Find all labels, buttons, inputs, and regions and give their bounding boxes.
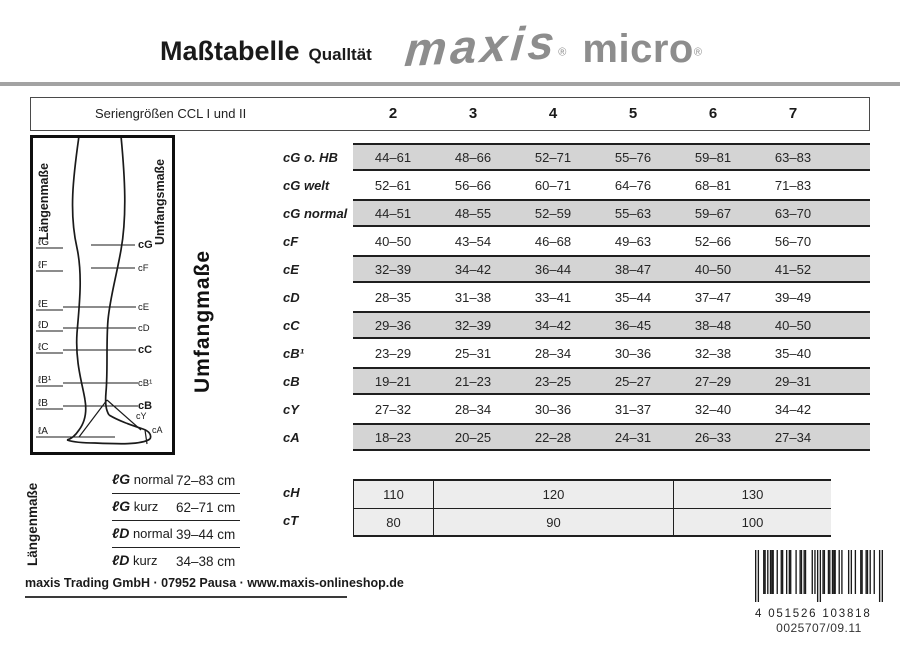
svg-text:ℓA: ℓA <box>38 426 48 437</box>
girth-mark-labels <box>136 239 163 435</box>
row-band <box>353 339 870 367</box>
size-cell: 49–63 <box>614 233 652 249</box>
table-row <box>283 143 883 171</box>
size-cell: 34–42 <box>454 261 492 277</box>
size-column-header: 4 <box>548 105 558 122</box>
svg-text:cF: cF <box>138 263 149 274</box>
diagram-title-right: Umfangsmaße <box>153 158 167 245</box>
mini-row-label: cT <box>283 513 299 528</box>
size-cell: 34–42 <box>534 317 572 333</box>
size-cell: 29–31 <box>774 373 812 389</box>
page-title <box>160 36 372 67</box>
svg-text:cE: cE <box>138 302 150 313</box>
svg-text:cB¹: cB¹ <box>138 378 153 389</box>
size-cell: 46–68 <box>534 233 572 249</box>
length-row-name <box>112 498 158 516</box>
svg-text:ℓD: ℓD <box>38 320 49 331</box>
size-cell: 52–59 <box>534 205 572 221</box>
length-variant: normal <box>130 472 174 487</box>
barcode-bar <box>814 550 815 594</box>
row-label: cY <box>283 401 299 417</box>
mini-cell: 110 <box>354 481 434 508</box>
size-cell: 27–29 <box>694 373 732 389</box>
svg-text:ℓB: ℓB <box>38 398 48 409</box>
barcode-bar <box>782 550 783 594</box>
svg-text:cD: cD <box>138 323 150 334</box>
size-cell: 24–31 <box>614 429 652 445</box>
svg-text:cA: cA <box>152 425 163 435</box>
size-cell: 71–83 <box>774 177 812 193</box>
length-mark-labels <box>38 237 52 437</box>
size-cell: 48–66 <box>454 149 492 165</box>
size-cell: 55–63 <box>614 205 652 221</box>
length-symbol: ℓD <box>112 525 130 541</box>
size-cell: 33–41 <box>534 289 572 305</box>
svg-text:ℓE: ℓE <box>38 299 48 310</box>
size-column-header: 5 <box>628 105 638 122</box>
barcode-ref: 0025707/09.11 <box>776 621 862 635</box>
row-label: cB <box>283 373 300 389</box>
size-cell: 37–47 <box>694 289 732 305</box>
length-value: 39–44 cm <box>176 526 236 542</box>
size-cell: 34–42 <box>774 401 812 417</box>
barcode-bar <box>799 550 800 594</box>
row-band <box>353 171 870 199</box>
length-row-name <box>112 471 173 489</box>
length-symbol: ℓG <box>112 471 131 487</box>
row-label: cG o. HB <box>283 149 338 165</box>
table-row <box>283 283 883 311</box>
size-cell: 52–71 <box>534 149 572 165</box>
size-cell: 31–38 <box>454 289 492 305</box>
svg-text:cB: cB <box>138 400 153 412</box>
size-cell: 63–83 <box>774 149 812 165</box>
size-cell: 28–35 <box>374 289 412 305</box>
row-band <box>353 283 870 311</box>
mini-cell: 130 <box>741 487 764 502</box>
row-label: cA <box>283 429 300 445</box>
row-band <box>353 311 870 339</box>
length-row-name <box>112 525 173 543</box>
size-cell: 27–34 <box>774 429 812 445</box>
size-cell: 23–29 <box>374 345 412 361</box>
size-cell: 20–25 <box>454 429 492 445</box>
table-row <box>283 367 883 395</box>
barcode-bar <box>771 550 772 594</box>
size-cell: 30–36 <box>534 401 572 417</box>
barcode-bar <box>773 550 774 594</box>
row-label: cC <box>283 317 300 333</box>
length-value: 72–83 cm <box>176 472 236 488</box>
size-cell: 38–48 <box>694 317 732 333</box>
size-cell: 29–36 <box>374 317 412 333</box>
row-label: cF <box>283 233 299 249</box>
barcode-bar <box>834 550 835 594</box>
row-band <box>353 395 870 423</box>
barcode-bar <box>758 550 759 602</box>
leg-diagram <box>30 135 175 455</box>
barcode-bar <box>767 550 768 594</box>
mini-cell: 90 <box>434 508 674 535</box>
row-band <box>353 199 870 227</box>
size-cell: 52–66 <box>694 233 732 249</box>
barcode-bar <box>865 550 866 594</box>
barcode-bar <box>777 550 778 594</box>
size-cell: 40–50 <box>374 233 412 249</box>
size-cell: 48–55 <box>454 205 492 221</box>
size-column-headers <box>353 97 833 131</box>
length-symbol: ℓG <box>112 498 131 514</box>
barcode-bar <box>801 550 802 594</box>
length-variant: kurz <box>129 553 158 568</box>
length-row <box>112 494 240 521</box>
size-cell: 30–36 <box>614 345 652 361</box>
size-cell: 23–25 <box>534 373 572 389</box>
size-cell: 56–66 <box>454 177 492 193</box>
row-label: cG welt <box>283 177 330 193</box>
size-cell: 52–61 <box>374 177 412 193</box>
barcode-bar <box>874 550 875 594</box>
barcode-bars <box>755 550 883 602</box>
length-value: 62–71 cm <box>176 499 236 515</box>
barcode-bar <box>832 550 833 594</box>
barcode-bar <box>841 550 842 594</box>
mini-cell: 100 <box>674 508 831 535</box>
brand-wordmark: maxis® <box>402 14 567 77</box>
size-cell: 27–32 <box>374 401 412 417</box>
table-row <box>283 227 883 255</box>
size-cell: 26–33 <box>694 429 732 445</box>
barcode-bar <box>855 550 856 594</box>
barcode-bar <box>755 550 756 602</box>
size-cell: 55–76 <box>614 149 652 165</box>
size-column-header: 3 <box>468 105 478 122</box>
size-column-header: 6 <box>708 105 718 122</box>
row-band <box>353 255 870 283</box>
size-cell: 25–27 <box>614 373 652 389</box>
svg-text:ℓG: ℓG <box>38 237 50 248</box>
size-cell: 38–47 <box>614 261 652 277</box>
barcode-bar <box>867 550 868 594</box>
size-cell: 21–23 <box>454 373 492 389</box>
row-band <box>353 227 870 255</box>
barcode-bar <box>839 550 840 594</box>
size-cell: 60–71 <box>534 177 572 193</box>
size-cell: 59–81 <box>694 149 732 165</box>
barcode <box>753 550 885 635</box>
table-row <box>283 255 883 283</box>
table-row <box>283 199 883 227</box>
size-cell: 28–34 <box>534 345 572 361</box>
barcode-number: 4 051526 103818 <box>755 608 872 620</box>
document-subtitle: Qualltät <box>308 45 372 64</box>
table-row <box>283 311 883 339</box>
row-band <box>353 367 870 395</box>
size-cell: 43–54 <box>454 233 492 249</box>
row-label: cE <box>283 261 299 277</box>
length-table-title: Längenmaße <box>25 482 40 566</box>
size-cell: 35–44 <box>614 289 652 305</box>
size-cell: 68–81 <box>694 177 732 193</box>
table-row <box>283 423 883 451</box>
size-cell: 44–61 <box>374 149 412 165</box>
size-column-header: 7 <box>788 105 798 122</box>
length-table <box>112 467 240 574</box>
size-cell: 28–34 <box>454 401 492 417</box>
mini-cell: 120 <box>434 481 674 508</box>
length-value: 34–38 cm <box>176 553 236 569</box>
length-variant: normal <box>129 526 173 541</box>
size-cell: 19–21 <box>374 373 412 389</box>
barcode-bar <box>820 550 821 602</box>
size-cell: 32–38 <box>694 345 732 361</box>
barcode-bar <box>786 550 787 594</box>
leg-figure <box>33 138 172 452</box>
row-label: cG normal <box>283 205 348 221</box>
barcode-bar <box>763 550 764 594</box>
size-cell: 40–50 <box>694 261 732 277</box>
size-cell: 32–39 <box>374 261 412 277</box>
length-row-name <box>112 552 158 570</box>
size-cell: 36–44 <box>534 261 572 277</box>
barcode-bar <box>790 550 791 594</box>
svg-text:ℓC: ℓC <box>38 342 49 353</box>
size-cell: 41–52 <box>774 261 812 277</box>
barcode-bar <box>770 550 771 594</box>
barcode-bar <box>812 550 813 594</box>
size-cell: 18–23 <box>374 429 412 445</box>
size-cell: 32–39 <box>454 317 492 333</box>
barcode-bar <box>879 550 880 602</box>
length-symbol: ℓD <box>112 552 130 568</box>
brand-logo <box>402 14 702 77</box>
barcode-bar <box>795 550 796 594</box>
size-cell: 56–70 <box>774 233 812 249</box>
footer-address: maxis Trading GmbH · 07952 Pausa · www.maxis-onlineshop.de <box>25 576 404 590</box>
barcode-bar <box>828 550 829 594</box>
size-table-body <box>283 143 883 451</box>
diagram-title-left: Längenmaße <box>37 162 51 240</box>
table-row <box>283 339 883 367</box>
barcode-bar <box>781 550 782 594</box>
svg-text:ℓF: ℓF <box>38 260 48 271</box>
product-wordmark: micro® <box>582 27 702 71</box>
size-cell: 39–49 <box>774 289 812 305</box>
svg-text:ℓB¹: ℓB¹ <box>38 375 52 386</box>
barcode-bar <box>833 550 834 594</box>
footer-divider <box>25 596 347 598</box>
mini-table-labels <box>283 479 300 535</box>
size-cell: 36–45 <box>614 317 652 333</box>
barcode-bar <box>861 550 862 594</box>
size-cell: 44–51 <box>374 205 412 221</box>
size-cell: 25–31 <box>454 345 492 361</box>
barcode-bar <box>789 550 790 594</box>
svg-text:cC: cC <box>138 344 153 356</box>
length-row <box>112 548 240 574</box>
length-variant: kurz <box>130 499 159 514</box>
barcode-bar <box>804 550 805 594</box>
barcode-bar <box>848 550 849 594</box>
barcode-bar <box>764 550 765 594</box>
mini-cell: 80 <box>354 508 434 535</box>
table-row <box>283 171 883 199</box>
barcode-bar <box>851 550 852 594</box>
row-label: cD <box>283 289 300 305</box>
series-label: Seriengrößen CCL I und II <box>95 106 247 121</box>
barcode-bar <box>870 550 871 594</box>
mini-table <box>353 479 831 537</box>
mini-row-label: cH <box>283 485 300 500</box>
barcode-bar <box>822 550 823 594</box>
svg-text:cG: cG <box>138 239 153 251</box>
length-row <box>112 467 240 494</box>
document-title: Maßtabelle <box>160 36 300 66</box>
barcode-bar <box>882 550 883 602</box>
size-cell: 32–40 <box>694 401 732 417</box>
size-cell: 22–28 <box>534 429 572 445</box>
row-label: cB¹ <box>283 345 304 361</box>
barcode-bar <box>860 550 861 594</box>
barcode-bar <box>817 550 818 602</box>
barcode-bar <box>805 550 806 594</box>
row-band <box>353 423 870 451</box>
size-cell: 64–76 <box>614 177 652 193</box>
size-cell: 59–67 <box>694 205 732 221</box>
registered-mark-icon: ® <box>558 46 567 59</box>
ankle-label: cY <box>136 411 147 421</box>
barcode-bar <box>829 550 830 594</box>
header-divider <box>0 82 900 86</box>
registered-mark-icon: ® <box>693 46 702 59</box>
table-row <box>283 395 883 423</box>
measure-lines <box>36 245 138 437</box>
size-cell: 40–50 <box>774 317 812 333</box>
barcode-bar <box>824 550 825 594</box>
length-row <box>112 521 240 548</box>
size-column-header: 2 <box>388 105 398 122</box>
size-cell: 63–70 <box>774 205 812 221</box>
umfang-side-title: Umfangmaße <box>191 249 214 393</box>
size-cell: 31–37 <box>614 401 652 417</box>
leg-outline <box>67 138 151 444</box>
row-band <box>353 143 870 171</box>
size-cell: 35–40 <box>774 345 812 361</box>
